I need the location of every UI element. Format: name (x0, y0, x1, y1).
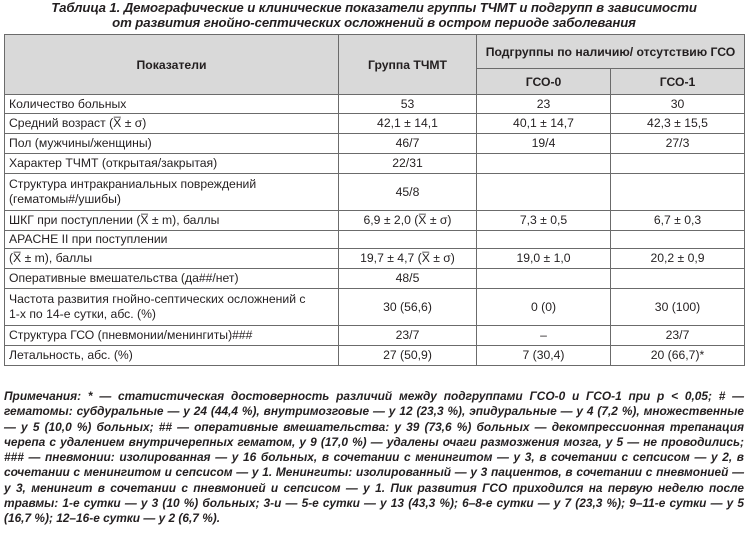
header-indicator: Показатели (5, 35, 339, 95)
table-body (5, 95, 745, 366)
cell-gso0 (477, 269, 611, 289)
cell-group: 22/31 (339, 154, 477, 174)
row-label: (X̅ ± m), баллы (5, 249, 339, 269)
row-label (5, 289, 339, 326)
cell-gso1: 20,2 ± 0,9 (611, 249, 745, 269)
row-label: Характер ТЧМТ (открытая/закрытая) (5, 154, 339, 174)
cell-gso0 (477, 231, 611, 249)
table-row (5, 289, 745, 326)
cell-gso1 (611, 269, 745, 289)
cell-group: 46/7 (339, 134, 477, 154)
cell-gso0: – (477, 326, 611, 346)
row-label: Пол (мужчины/женщины) (5, 134, 339, 154)
table-row (5, 134, 745, 154)
row-label (5, 174, 339, 211)
cell-gso0: 7,3 ± 0,5 (477, 211, 611, 231)
cell-gso1 (611, 231, 745, 249)
caption-line-2: от развития гнойно-септических осложнений в остром периоде заболевания (112, 15, 636, 30)
cell-group: 45/8 (339, 174, 477, 211)
header-gso1: ГСО-1 (611, 69, 745, 95)
cell-gso1: 20 (66,7)* (611, 346, 745, 366)
cell-group: 23/7 (339, 326, 477, 346)
table-header (5, 35, 745, 95)
table-notes (4, 389, 744, 527)
header-subgroups: Подгруппы по наличию/ отсутствию ГСО (477, 35, 745, 69)
table-row (5, 211, 745, 231)
cell-gso1 (611, 154, 745, 174)
header-gso0: ГСО-0 (477, 69, 611, 95)
data-table (4, 34, 745, 366)
cell-group (339, 231, 477, 249)
cell-gso1 (611, 174, 745, 211)
row-label: Летальность, абс. (%) (5, 346, 339, 366)
cell-gso0: 0 (0) (477, 289, 611, 326)
row-label-line-2: (гематомы#/ушибы) (9, 192, 121, 206)
header-group: Группа ТЧМТ (339, 35, 477, 95)
row-label-line-2: 1-х по 14-е сутки, абс. (%) (9, 307, 156, 321)
row-label: Количество больных (5, 95, 339, 114)
cell-group: 27 (50,9) (339, 346, 477, 366)
table-row (5, 114, 745, 134)
row-label: ШКГ при поступлении (X̅ ± m), баллы (5, 211, 339, 231)
cell-gso0 (477, 154, 611, 174)
row-label: APACHE II при поступлении (5, 231, 339, 249)
table-row (5, 326, 745, 346)
cell-gso0: 7 (30,4) (477, 346, 611, 366)
cell-gso0: 23 (477, 95, 611, 114)
table-row (5, 231, 745, 249)
cell-group: 6,9 ± 2,0 (X̅ ± σ) (339, 211, 477, 231)
table-caption (0, 0, 748, 30)
cell-gso1: 42,3 ± 15,5 (611, 114, 745, 134)
cell-gso0: 19/4 (477, 134, 611, 154)
cell-gso1: 27/3 (611, 134, 745, 154)
cell-gso0: 40,1 ± 14,7 (477, 114, 611, 134)
cell-group: 19,7 ± 4,7 (X̅ ± σ) (339, 249, 477, 269)
cell-group: 53 (339, 95, 477, 114)
table-row (5, 95, 745, 114)
cell-group: 30 (56,6) (339, 289, 477, 326)
cell-gso0: 19,0 ± 1,0 (477, 249, 611, 269)
row-label: Оперативные вмешательства (да##/нет) (5, 269, 339, 289)
caption-line-1: Таблица 1. Демографические и клинические показатели группы ТЧМТ и подгрупп в зависимости (51, 0, 697, 15)
cell-group: 42,1 ± 14,1 (339, 114, 477, 134)
notes-prefix: Примечания: (4, 389, 82, 403)
notes-text: * — статистическая достоверность различий между подгруппами ГСО-0 и ГСО-1 при p < 0,05; # — гематомы: субдуральные — у 24 (44,4 %), внутримозговые — у 12 (23,3 %), эпидуральные — у 4 (7,2 %), множественные — у 5 (10,0 %) больных; ## — оперативные вмешательства: у 39 (73,6 %) больных — декомпрессионная трепанация черепа с удалением внутричерепных гематом, у 9 (17,0 %) — удалены очаги размозжения мозга, у 5 — не проводились; ### — пневмонии: изолированная — у 16 больных, в сочетании с менингитом — у 3, в сочетании с сепсисом — у 2, в сочетании с менингитом и сепсисом — у 1. Менингиты: изолированный — у 3 пациентов, в сочетании с пневмонией — у 3, менингит в сочетании с пневмонией и сепсисом — у 1. Пик развития ГСО приходился на первую неделю после травмы: 1-е сутки — у 3 (10 %) больных; 3-и — 5-е сутки — у 13 (43,3 %); 6–8-е сутки — у 7 (23,3 %); 9–11-е сутки — у 5 (16,7 %); 12–16-е сутки — у 2 (6,7 %). (4, 389, 744, 526)
table-row (5, 174, 745, 211)
table-row (5, 346, 745, 366)
cell-gso1: 6,7 ± 0,3 (611, 211, 745, 231)
row-label-line-1: Частота развития гнойно-септических осложнений с (9, 292, 306, 306)
cell-gso1: 30 (100) (611, 289, 745, 326)
cell-gso1: 23/7 (611, 326, 745, 346)
cell-gso1: 30 (611, 95, 745, 114)
row-label-line-1: Структура интракраниальных повреждений (9, 177, 257, 191)
row-label: Структура ГСО (пневмонии/менингиты)### (5, 326, 339, 346)
table-row (5, 154, 745, 174)
table-row (5, 249, 745, 269)
cell-group: 48/5 (339, 269, 477, 289)
row-label: Средний возраст (X̅ ± σ) (5, 114, 339, 134)
cell-gso0 (477, 174, 611, 211)
table-row (5, 269, 745, 289)
